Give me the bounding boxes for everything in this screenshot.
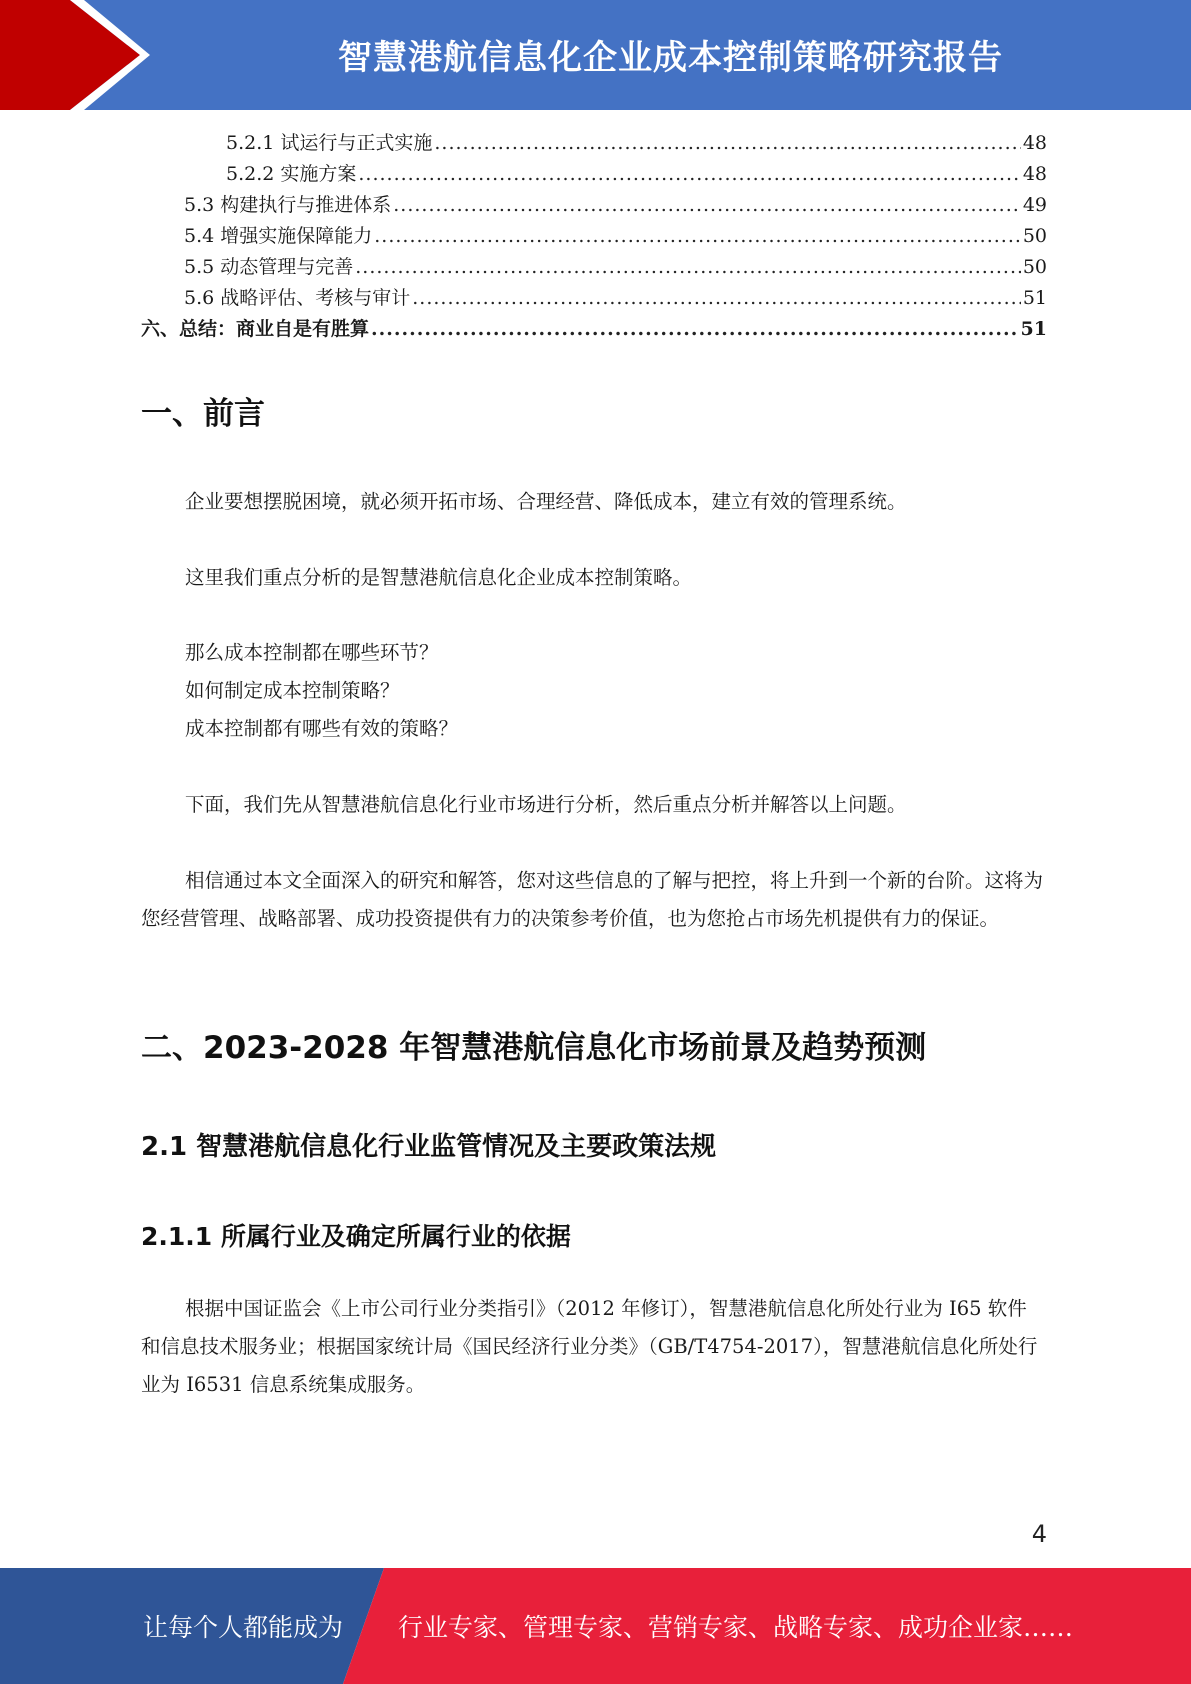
- toc-entry[interactable]: [184, 221, 1047, 252]
- paragraph: 下面，我们先从智慧港航信息化行业市场进行分析，然后重点分析并解答以上问题。: [185, 793, 907, 816]
- footer-slogan-left: 让每个人都能成为: [143, 1613, 344, 1642]
- toc-entry-label: 5.2.2 实施方案: [226, 163, 357, 185]
- section-heading-preface: 一、前言: [141, 396, 265, 432]
- toc-entry-label: 5.5 动态管理与完善: [184, 256, 354, 278]
- toc-leader-dots: [393, 190, 1021, 221]
- toc-entry[interactable]: [226, 128, 1047, 159]
- toc-leader-dots: [355, 252, 1021, 283]
- toc-entry[interactable]: [184, 252, 1047, 283]
- toc-leader-dots: [412, 283, 1021, 314]
- page-header: [0, 0, 1191, 110]
- toc-entry[interactable]: [184, 283, 1047, 314]
- paragraph: 这里我们重点分析的是智慧港航信息化企业成本控制策略。: [185, 566, 693, 589]
- report-title: 智慧港航信息化企业成本控制策略研究报告: [338, 38, 1003, 78]
- question-line: 如何制定成本控制策略？: [185, 679, 400, 702]
- toc-entry-page: 48: [1022, 163, 1047, 185]
- toc-leader-dots: [371, 314, 1019, 345]
- subsubsection-heading: 2.1.1 所属行业及确定所属行业的依据: [141, 1222, 571, 1251]
- toc-entry-page: 50: [1022, 225, 1047, 247]
- question-line: 那么成本控制都在哪些环节？: [185, 641, 439, 664]
- subsection-heading: 2.1 智慧港航信息化行业监管情况及主要政策法规: [141, 1132, 717, 1162]
- toc-entry-chapter[interactable]: [141, 314, 1047, 345]
- toc-leader-dots: [434, 128, 1020, 159]
- toc-entry-page: 48: [1022, 132, 1047, 154]
- paragraph: 相信通过本文全面深入的研究和解答，您对这些信息的了解与把控，将上升到一个新的台阶。这将为您经营管理、战略部署、成功投资提供有力的决策参考价值，也为您抢占市场先机提供有力的保证。: [141, 869, 1044, 930]
- toc-entry-page: 50: [1022, 256, 1047, 278]
- toc-entry-label: 5.6 战略评估、考核与审计: [184, 287, 411, 309]
- paragraph: 根据中国证监会《上市公司行业分类指引》（2012 年修订），智慧港航信息化所处行业为 I65 软件和信息技术服务业；根据国家统计局《国民经济行业分类》（GB/T4754-2017），智慧港航信息化所处行业为 I6531 信息系统集成服务。: [141, 1297, 1038, 1396]
- page-number: 4: [1031, 1520, 1047, 1548]
- toc-entry-page: 51: [1022, 287, 1047, 309]
- footer-slogan-right: 行业专家、管理专家、营销专家、战略专家、成功企业家……: [398, 1613, 1074, 1642]
- paragraph: 企业要想摆脱困境，就必须开拓市场、合理经营、降低成本，建立有效的管理系统。: [185, 490, 907, 513]
- toc-entry[interactable]: [184, 190, 1047, 221]
- header-chevron-icon: [0, 0, 150, 110]
- toc-entry-page: 51: [1020, 318, 1047, 340]
- toc-entry-label: 5.2.1 试运行与正式实施: [226, 132, 433, 154]
- toc-entry-page: 49: [1022, 194, 1047, 216]
- toc-entry-label: 5.4 增强实施保障能力: [184, 225, 373, 247]
- question-line: 成本控制都有哪些有效的策略？: [185, 717, 459, 740]
- page-footer: [0, 1568, 1191, 1684]
- toc-entry-label: 5.3 构建执行与推进体系: [184, 194, 392, 216]
- toc-leader-dots: [358, 159, 1020, 190]
- section-heading-market-outlook: 二、2023-2028 年智慧港航信息化市场前景及趋势预测: [141, 1030, 927, 1066]
- toc-leader-dots: [374, 221, 1021, 252]
- toc-entry[interactable]: [226, 159, 1047, 190]
- toc-entry-label: 六、总结：商业自是有胜算: [141, 318, 370, 340]
